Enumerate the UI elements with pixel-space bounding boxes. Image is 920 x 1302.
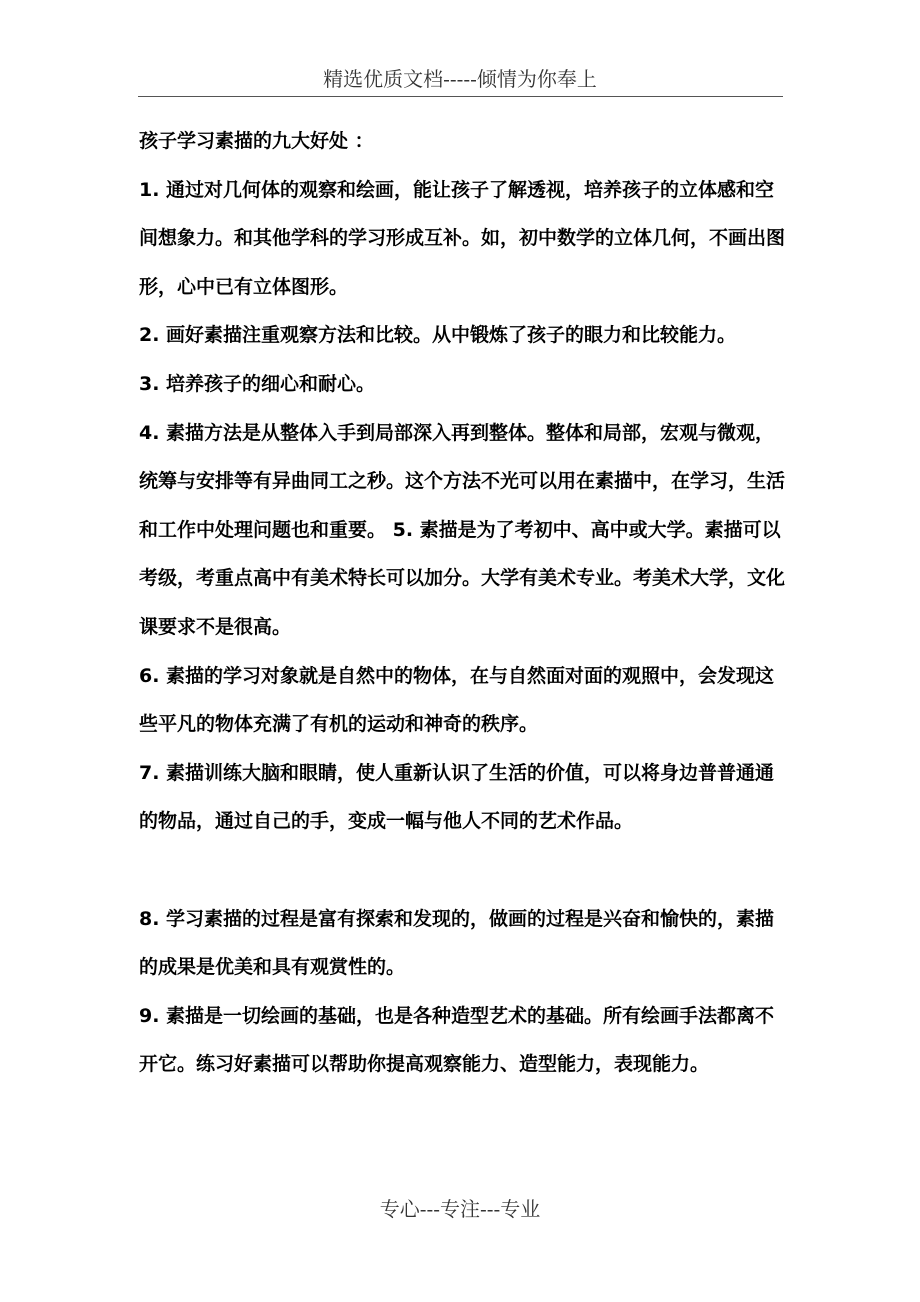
list-item-3: 3. 培养孩子的细心和耐心。 <box>139 372 376 395</box>
list-item-7: 7. 素描训练大脑和眼睛，使人重新认识了生活的价值，可以将身边普普通通的物品，通过自己的手，变成一幅与他人不同的艺术作品。 <box>139 761 775 833</box>
list-item-1: 1. 通过对几何体的观察和绘画，能让孩子了解透视，培养孩子的立体感和空间想象力。和其他学科的学习形成互补。如，初中数学的立体几何，不画出图形，心中已有立体图形。 <box>139 178 786 298</box>
list-item-4-5: 4. 素描方法是从整体入手到局部深入再到整体。整体和局部，宏观与微观，统筹与安排等有异曲同工之秒。这个方法不光可以用在素描中，在学习，生活和工作中处理问题也和重要。 5. 素描是为了考初中、高中或大学。素描可以考级，考重点高中有美术特长可以加分。大学有美术专业。考美术大学，文化课要求不是很高。 <box>139 421 786 638</box>
list-item-9: 9. 素描是一切绘画的基础，也是各种造型艺术的基础。所有绘画手法都离不开它。练习好素描可以帮助你提高观察能力、造型能力，表现能力。 <box>139 1004 775 1076</box>
header-divider <box>138 96 783 97</box>
list-item-8: 8. 学习素描的过程是富有探索和发现的，做画的过程是兴奋和愉快的，素描的成果是优美和具有观赏性的。 <box>139 907 775 979</box>
document-title: 孩子学习素描的九大好处 ： <box>139 130 374 152</box>
page-header: 精选优质文档-----倾情为你奉上 <box>323 67 597 91</box>
page-footer: 专心---专注---专业 <box>379 1197 541 1221</box>
list-item-6: 6. 素描的学习对象就是自然中的物体，在与自然面对面的观照中，会发现这些平凡的物体充满了有机的运动和神奇的秩序。 <box>139 664 775 736</box>
list-item-2: 2. 画好素描注重观察方法和比较。从中锻炼了孩子的眼力和比较能力。 <box>139 324 737 347</box>
document-body <box>139 117 789 1089</box>
